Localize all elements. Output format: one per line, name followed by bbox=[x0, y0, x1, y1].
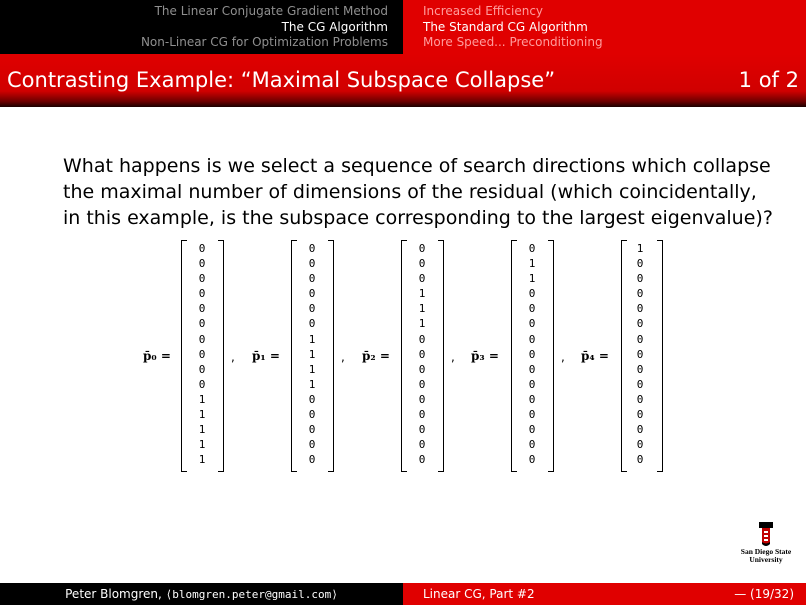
body-line: the maximal number of dimensions of the residual (which coincidentally, bbox=[63, 181, 757, 203]
vector-column bbox=[192, 241, 212, 467]
vector-entry: 1 bbox=[636, 242, 644, 255]
vector-entry: 0 bbox=[418, 423, 426, 437]
vector-entry: 0 bbox=[418, 242, 426, 255]
vector-column bbox=[522, 241, 542, 467]
vector-entry: 0 bbox=[636, 272, 644, 286]
logo-line: San Diego State bbox=[740, 547, 792, 556]
vector-entry: 0 bbox=[636, 408, 644, 422]
right-bracket bbox=[328, 240, 334, 472]
vector-entry: 0 bbox=[198, 287, 206, 301]
vector-entry: 0 bbox=[636, 453, 644, 467]
body-line: What happens is we select a sequence of search directions which collapse bbox=[63, 155, 771, 177]
vector-entry: 0 bbox=[418, 392, 426, 406]
vector-entry: 1 bbox=[528, 272, 536, 286]
vector-entry: 1 bbox=[308, 362, 316, 376]
vector-entry: 0 bbox=[418, 347, 426, 361]
vector-entry: 1 bbox=[198, 423, 206, 437]
vector-entry: 0 bbox=[636, 347, 644, 361]
vector-entry: 0 bbox=[418, 272, 426, 286]
vector-entry: 1 bbox=[528, 257, 536, 271]
vector-entry: 0 bbox=[528, 438, 536, 452]
vector-entry: 0 bbox=[528, 347, 536, 361]
nav-subsection-preconditioning[interactable]: More Speed... Preconditioning bbox=[423, 35, 603, 49]
footer-talk bbox=[403, 583, 806, 605]
vector-entry: 0 bbox=[198, 317, 206, 331]
nav-section-cg-algorithm[interactable]: The CG Algorithm bbox=[281, 19, 388, 34]
vector-entry: 0 bbox=[308, 408, 316, 422]
vector-entry: 0 bbox=[198, 257, 206, 271]
vector-entry: 0 bbox=[528, 377, 536, 391]
vector-entry: 0 bbox=[528, 392, 536, 406]
vector-entry: 0 bbox=[528, 453, 536, 467]
left-bracket bbox=[181, 240, 187, 472]
vector-entry: 0 bbox=[418, 438, 426, 452]
separator: , bbox=[451, 350, 455, 364]
vector-entry: 0 bbox=[308, 242, 316, 255]
vector-label: p̄₃ = bbox=[471, 349, 499, 363]
vector-entry: 0 bbox=[308, 287, 316, 301]
vector-entry: 0 bbox=[198, 242, 206, 255]
vector-column bbox=[630, 241, 650, 467]
vector-entry: 1 bbox=[418, 302, 426, 316]
vector-entry: 0 bbox=[418, 377, 426, 391]
vector-entry: 0 bbox=[308, 438, 316, 452]
vector-entry: 0 bbox=[198, 377, 206, 391]
vector-label: p̄₁ = bbox=[252, 349, 280, 363]
vector-entry: 0 bbox=[528, 332, 536, 346]
vector-label: p̄₄ = bbox=[581, 349, 609, 363]
vector-entry: 0 bbox=[528, 408, 536, 422]
vector-entry: 0 bbox=[418, 257, 426, 271]
vector-entry: 1 bbox=[418, 317, 426, 331]
separator: , bbox=[231, 350, 235, 364]
page-number: — (19/32) bbox=[734, 587, 794, 601]
vector-entry: 0 bbox=[198, 332, 206, 346]
vector-entry: 0 bbox=[308, 423, 316, 437]
vector-entry: 0 bbox=[418, 453, 426, 467]
author-name: Peter Blomgren, bbox=[65, 587, 162, 601]
vector-entry: 1 bbox=[308, 332, 316, 346]
vector-entry: 1 bbox=[308, 347, 316, 361]
vector-entry: 0 bbox=[636, 332, 644, 346]
left-bracket bbox=[511, 240, 517, 472]
vector-entry: 0 bbox=[418, 408, 426, 422]
right-bracket bbox=[218, 240, 224, 472]
vector-entry: 1 bbox=[198, 453, 206, 467]
right-bracket bbox=[657, 240, 663, 472]
nav-subsection-increased-efficiency[interactable]: Increased Efficiency bbox=[423, 4, 544, 18]
frame-title: Contrasting Example: “Maximal Subspace Collapse” bbox=[7, 68, 556, 92]
vector-entry: 0 bbox=[528, 242, 536, 255]
author-email: ⟨blomgren.peter@gmail.com⟩ bbox=[165, 588, 338, 601]
vector-entry: 0 bbox=[528, 317, 536, 331]
vector-entry: 0 bbox=[636, 257, 644, 271]
vector-entry: 0 bbox=[636, 317, 644, 331]
vector-entry: 1 bbox=[308, 377, 316, 391]
sdsu-logo-text bbox=[728, 548, 804, 564]
left-bracket bbox=[621, 240, 627, 472]
vector-entry: 1 bbox=[198, 438, 206, 452]
vector-entry: 0 bbox=[198, 272, 206, 286]
vector-entry: 0 bbox=[198, 362, 206, 376]
vector-entry: 0 bbox=[636, 423, 644, 437]
vector-label: p̄₂ = bbox=[362, 349, 390, 363]
vector-entry: 0 bbox=[528, 287, 536, 301]
right-bracket bbox=[438, 240, 444, 472]
vector-entry: 0 bbox=[636, 287, 644, 301]
vector-entry: 0 bbox=[636, 438, 644, 452]
vector-entry: 0 bbox=[636, 377, 644, 391]
vector-entry: 0 bbox=[308, 453, 316, 467]
separator: , bbox=[341, 350, 345, 364]
nav-section-nonlinear-cg[interactable]: Non-Linear CG for Optimization Problems bbox=[140, 35, 388, 49]
footer bbox=[0, 583, 806, 605]
left-bracket bbox=[291, 240, 297, 472]
vector-entry: 1 bbox=[418, 287, 426, 301]
vector-entry: 0 bbox=[418, 362, 426, 376]
vector-entry: 0 bbox=[528, 362, 536, 376]
footer-author bbox=[0, 583, 403, 605]
vector-column bbox=[302, 241, 322, 467]
vector-entry: 0 bbox=[636, 392, 644, 406]
vector-entry: 1 bbox=[198, 392, 206, 406]
vector-label: p̄₀ = bbox=[143, 349, 171, 363]
vector-entry: 0 bbox=[308, 317, 316, 331]
body-line: in this example, is the subspace corresponding to the largest eigenvalue)? bbox=[63, 207, 773, 229]
frame-counter: 1 of 2 bbox=[738, 68, 799, 92]
vector-entry: 1 bbox=[198, 408, 206, 422]
vector-entry: 0 bbox=[308, 272, 316, 286]
right-bracket bbox=[548, 240, 554, 472]
vector-entry: 0 bbox=[308, 257, 316, 271]
left-bracket bbox=[401, 240, 407, 472]
vector-entry: 0 bbox=[308, 302, 316, 316]
vector-entry: 0 bbox=[528, 423, 536, 437]
logo-line: University bbox=[749, 555, 783, 564]
vector-entry: 0 bbox=[198, 347, 206, 361]
vector-entry: 0 bbox=[636, 302, 644, 316]
vector-entry: 0 bbox=[308, 392, 316, 406]
vector-column bbox=[412, 241, 432, 467]
vector-entry: 0 bbox=[198, 302, 206, 316]
vector-entry: 0 bbox=[636, 362, 644, 376]
separator: , bbox=[561, 350, 565, 364]
vector-entry: 0 bbox=[528, 302, 536, 316]
nav-subsection-standard-cg[interactable]: The Standard CG Algorithm bbox=[423, 19, 588, 34]
talk-title: Linear CG, Part #2 bbox=[423, 587, 535, 601]
nav-section-linear-cg[interactable]: The Linear Conjugate Gradient Method bbox=[154, 4, 388, 18]
vector-entry: 0 bbox=[418, 332, 426, 346]
